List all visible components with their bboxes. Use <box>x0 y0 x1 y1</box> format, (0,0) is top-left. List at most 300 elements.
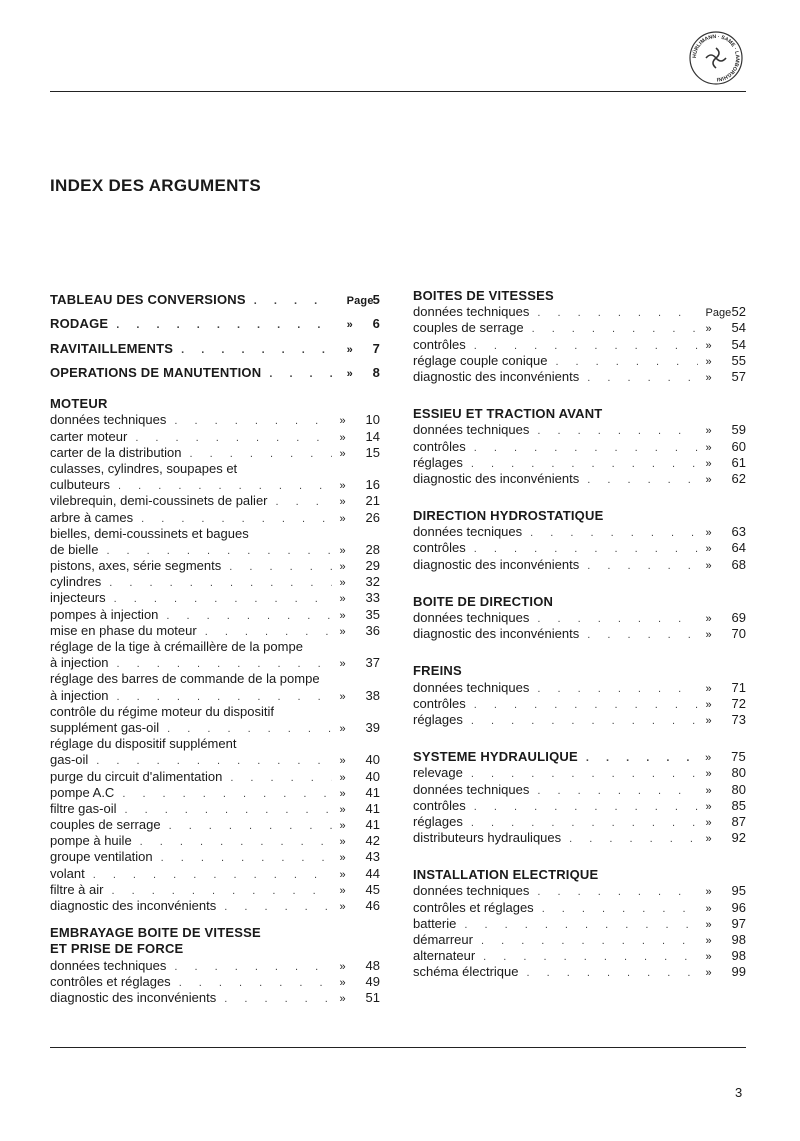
dot-leader <box>216 991 332 1007</box>
dot-leader <box>529 783 698 799</box>
page-ref <box>332 337 380 362</box>
page-prefix: » <box>705 951 712 964</box>
index-section <box>50 288 380 385</box>
page-prefix: » <box>339 690 346 703</box>
page-ref <box>698 782 746 799</box>
entry-label: réglage couple conique <box>413 352 548 368</box>
page-prefix: » <box>705 543 712 556</box>
entry-label: données techniques <box>413 610 530 625</box>
index-entry <box>50 769 380 785</box>
page-number-ref: 63 <box>731 524 746 540</box>
index-entry <box>413 830 746 846</box>
page-ref <box>332 445 380 462</box>
index-entry <box>413 524 746 540</box>
entry-label: pistons, axes, série segments <box>50 558 222 574</box>
page-prefix: » <box>346 319 353 332</box>
page-ref <box>698 353 746 370</box>
index-entry <box>50 833 380 849</box>
index-entry <box>50 866 380 882</box>
entry-label: contrôles <box>413 695 466 711</box>
dot-leader <box>182 446 332 462</box>
page-ref <box>698 626 746 643</box>
page-prefix: » <box>705 967 712 980</box>
page-ref <box>698 883 746 900</box>
section-heading: MOTEUR <box>50 396 108 412</box>
top-rule <box>50 91 746 92</box>
page-ref <box>332 882 380 899</box>
index-entry <box>413 610 746 626</box>
page-number-ref: 55 <box>731 352 746 368</box>
dot-leader <box>456 917 698 933</box>
entry-label: RAVITAILLEMENTS <box>50 340 174 356</box>
section-heading: DIRECTION HYDROSTATIQUE <box>413 508 604 524</box>
entry-label: culasses, cylindres, soupapes et <box>50 460 238 476</box>
dot-leader <box>519 965 699 981</box>
page-number-ref: 10 <box>365 412 380 428</box>
dot-leader <box>101 575 332 591</box>
bottom-rule <box>50 1047 746 1048</box>
index-section <box>413 508 746 573</box>
entry-label: pompes à injection <box>50 606 159 622</box>
page-ref <box>332 429 380 446</box>
entry-label: vilebrequin, demi-coussinets de palier <box>50 493 268 509</box>
entry-label: diagnostic des inconvénients <box>413 556 580 572</box>
page-prefix: » <box>339 803 346 816</box>
dot-leader <box>529 305 698 321</box>
page-prefix: » <box>705 339 712 352</box>
page-ref <box>332 785 380 802</box>
page-prefix: » <box>339 447 346 460</box>
entry-label: contrôles et réglages <box>50 973 171 989</box>
index-entry <box>50 736 380 752</box>
page-prefix: » <box>705 682 712 695</box>
page-ref <box>332 623 380 640</box>
entry-label: diagnostic des inconvénients <box>413 626 580 642</box>
page-number-ref: 51 <box>365 989 380 1005</box>
page-prefix: » <box>339 577 346 590</box>
index-entry <box>413 320 746 336</box>
section-heading: BOITES DE VITESSES <box>413 288 554 303</box>
dot-leader <box>578 750 698 766</box>
page-number-ref: 41 <box>365 817 380 833</box>
index-entry <box>50 429 380 445</box>
dot-leader <box>268 494 332 510</box>
index-entry <box>50 671 380 687</box>
page-prefix: » <box>339 431 346 444</box>
dot-leader <box>463 815 698 831</box>
page-number-ref: 40 <box>365 768 380 784</box>
index-entry <box>50 445 380 461</box>
entry-label: réglages <box>413 454 463 470</box>
entry-label: diagnostic des inconvénients <box>413 368 580 384</box>
page-number-ref: 73 <box>731 711 746 727</box>
page-number-ref: 98 <box>731 948 746 964</box>
index-entry <box>413 471 746 487</box>
entry-label: pompe à huile <box>50 833 132 849</box>
left-index-column <box>50 288 380 1012</box>
page-number-ref: 41 <box>365 784 380 800</box>
page-ref <box>332 361 380 386</box>
entry-label: réglages <box>413 813 463 829</box>
index-section <box>50 925 380 1006</box>
page-prefix: » <box>705 457 712 470</box>
dot-leader <box>534 901 698 917</box>
index-entry <box>50 688 380 704</box>
page-ref <box>698 422 746 439</box>
page-ref <box>698 765 746 782</box>
page-ref <box>332 542 380 559</box>
index-entry <box>50 607 380 623</box>
entry-label: couples de serrage <box>413 320 524 336</box>
entry-label: relevage <box>413 765 463 781</box>
section-heading-label: SYSTEME HYDRAULIQUE <box>413 749 578 765</box>
index-section <box>413 663 746 728</box>
page-prefix: » <box>339 992 346 1005</box>
page-ref <box>332 288 380 313</box>
dot-leader <box>529 681 698 697</box>
entry-label: bielles, demi-coussinets et bagues <box>50 525 249 541</box>
entry-label: OPERATIONS DE MANUTENTION <box>50 364 262 380</box>
page-number-ref: 5 <box>372 292 380 307</box>
index-entry <box>50 974 380 990</box>
page-ref <box>698 712 746 729</box>
page-ref <box>332 412 380 429</box>
dot-leader <box>579 558 698 574</box>
page-prefix: » <box>705 935 712 947</box>
entry-label: démarreur <box>413 932 473 947</box>
page-ref <box>332 510 380 527</box>
dot-leader <box>166 413 332 429</box>
entry-label: données techniques <box>413 679 530 695</box>
entry-label: filtre gas-oil <box>50 800 117 816</box>
page-prefix: » <box>705 784 712 797</box>
page-prefix: » <box>705 902 712 915</box>
entry-label: contrôle du régime moteur du dispositif <box>50 703 275 719</box>
page-ref <box>332 801 380 818</box>
section-heading-line2: ET PRISE DE FORCE <box>50 941 184 957</box>
entry-label: groupe ventilation <box>50 849 153 865</box>
page-prefix: » <box>339 852 346 865</box>
page-number-ref: 96 <box>731 899 746 915</box>
index-entry <box>413 557 746 573</box>
page-ref <box>332 898 380 915</box>
page-number-ref: 75 <box>731 749 746 765</box>
page-ref <box>332 493 380 510</box>
entry-label: filtre à air <box>50 881 104 897</box>
entry-label: alternateur <box>413 948 476 964</box>
dot-leader <box>173 338 332 362</box>
entry-label: réglage de la tige à crémaillère de la pompe <box>50 639 303 654</box>
page-number-ref: 85 <box>731 797 746 813</box>
page-ref <box>698 948 746 965</box>
dot-leader <box>127 430 332 446</box>
index-entry <box>413 422 746 438</box>
page-number-ref: 60 <box>731 438 746 454</box>
dot-leader <box>529 423 698 439</box>
page-ref <box>332 833 380 850</box>
page-number-ref: 37 <box>365 655 380 671</box>
index-entry <box>413 353 746 369</box>
index-entry <box>50 720 380 736</box>
index-entry <box>413 814 746 830</box>
page-number-ref: 71 <box>731 679 746 695</box>
index-entry <box>50 639 380 655</box>
index-entry <box>50 898 380 914</box>
page-ref <box>332 849 380 866</box>
page-ref <box>698 439 746 456</box>
page-prefix: » <box>705 527 712 540</box>
index-entry <box>413 883 746 899</box>
page-number-ref: 59 <box>731 422 746 438</box>
entry-label: réglages <box>413 711 463 727</box>
index-entry <box>50 312 380 336</box>
page-ref <box>698 798 746 815</box>
index-section <box>413 406 746 487</box>
entry-label: supplément gas-oil <box>50 719 160 735</box>
entry-label: diagnostic des inconvénients <box>50 898 217 913</box>
page-prefix: » <box>339 625 346 638</box>
index-entry <box>413 369 746 385</box>
page-ref <box>332 958 380 975</box>
page-prefix: » <box>339 593 346 606</box>
dot-leader <box>466 541 698 557</box>
dot-leader <box>466 799 698 815</box>
page-number-ref: 44 <box>365 865 380 881</box>
index-entry <box>413 932 746 948</box>
page-prefix: » <box>339 415 346 428</box>
page-ref <box>332 866 380 883</box>
page-ref <box>332 769 380 786</box>
page-prefix: » <box>705 371 712 384</box>
dot-leader <box>463 713 698 729</box>
dot-leader <box>158 608 332 624</box>
page-number-ref: 14 <box>365 428 380 444</box>
entry-label: données techniques <box>50 412 167 428</box>
page-number-ref: 57 <box>731 368 746 384</box>
entry-label: contrôles <box>413 438 466 454</box>
entry-label: volant <box>50 865 85 881</box>
page-number-ref: 29 <box>365 558 380 574</box>
entry-label: pompe A.C <box>50 784 115 800</box>
dot-leader <box>132 834 332 850</box>
index-entry <box>50 361 380 385</box>
entry-label: injecteurs <box>50 590 106 606</box>
index-section <box>413 288 746 385</box>
page-prefix: » <box>339 884 346 897</box>
dot-leader <box>466 338 698 354</box>
section-heading: BOITE DE DIRECTION <box>413 593 554 609</box>
entry-label: données techniques <box>413 883 530 899</box>
index-entry <box>50 882 380 898</box>
index-entry <box>50 623 380 639</box>
entry-label: purge du circuit d'alimentation <box>50 768 223 784</box>
index-entry <box>50 288 380 312</box>
page-ref <box>698 916 746 933</box>
page-number: 3 <box>735 1085 743 1100</box>
entry-label: culbuteurs <box>50 477 110 493</box>
page-number-ref: 21 <box>365 493 380 509</box>
entry-label: contrôles <box>413 336 466 352</box>
page-prefix: » <box>705 886 712 899</box>
page-ref <box>698 471 746 488</box>
entry-label: TABLEAU DES CONVERSIONS <box>50 292 246 307</box>
page-number-ref: 45 <box>365 881 380 897</box>
entry-label: données techniques <box>413 304 530 320</box>
dot-leader <box>109 689 332 705</box>
page-number-ref: 70 <box>731 626 746 642</box>
dot-leader <box>222 770 332 786</box>
entry-label: données techniques <box>413 781 530 797</box>
page-prefix: » <box>339 820 346 833</box>
dot-leader <box>547 354 698 370</box>
page-number-ref: 35 <box>365 606 380 622</box>
page-prefix: » <box>339 480 346 493</box>
index-entry <box>50 958 380 974</box>
page-number-ref: 43 <box>365 849 380 865</box>
entry-label: à injection <box>50 687 109 703</box>
page-prefix: » <box>705 714 712 727</box>
page-ref <box>698 369 746 386</box>
page-prefix: » <box>705 768 712 781</box>
index-entry <box>50 849 380 865</box>
page-number-ref: 80 <box>731 765 746 781</box>
index-entry <box>50 510 380 526</box>
entry-label: couples de serrage <box>50 817 161 833</box>
index-section <box>413 867 746 980</box>
page-number-ref: 62 <box>731 470 746 486</box>
right-index-column <box>413 288 746 987</box>
entry-label: arbre à cames <box>50 509 134 525</box>
entry-label: de bielle <box>50 541 99 557</box>
index-entry <box>413 304 746 320</box>
page-prefix: » <box>339 901 346 913</box>
page-prefix: » <box>339 658 346 671</box>
dot-leader <box>561 831 698 847</box>
page-number-ref: 32 <box>365 574 380 590</box>
page-prefix: Page <box>705 307 732 320</box>
page-prefix: » <box>705 425 712 438</box>
page-number-ref: 46 <box>365 898 380 913</box>
page-prefix: » <box>705 918 712 931</box>
page-number-ref: 8 <box>372 364 380 380</box>
section-heading: INSTALLATION ELECTRIQUE <box>413 867 599 883</box>
page-ref <box>698 610 746 627</box>
dot-leader <box>579 370 698 386</box>
page-prefix: » <box>705 698 712 711</box>
page-prefix: » <box>346 367 353 380</box>
page-prefix: » <box>705 473 712 486</box>
page-prefix: » <box>705 629 712 642</box>
page-number-ref: 64 <box>731 540 746 556</box>
page-prefix: » <box>339 544 346 557</box>
index-entry <box>50 558 380 574</box>
dot-leader <box>159 721 332 737</box>
page-number-ref: 95 <box>731 883 746 899</box>
page-ref <box>332 607 380 624</box>
page-number-ref: 38 <box>365 687 380 703</box>
page-number-ref: 68 <box>731 556 746 572</box>
index-entry <box>50 785 380 801</box>
entry-label: à injection <box>50 655 109 671</box>
page-number-ref: 36 <box>365 622 380 638</box>
page-ref <box>332 817 380 834</box>
page-number-ref: 98 <box>731 932 746 947</box>
index-entry <box>50 412 380 428</box>
dot-leader <box>579 472 698 488</box>
dot-leader <box>161 818 332 834</box>
dot-leader <box>261 362 332 386</box>
page-ref <box>332 312 380 337</box>
dot-leader <box>153 850 332 866</box>
entry-label: carter moteur <box>50 428 128 444</box>
dot-leader <box>463 456 698 472</box>
index-entry <box>413 948 746 964</box>
page-number-ref: 69 <box>731 610 746 625</box>
dot-leader <box>106 591 332 607</box>
page-number-ref: 54 <box>731 336 746 352</box>
dot-leader <box>524 321 698 337</box>
page-prefix: » <box>339 771 346 784</box>
page-prefix: » <box>705 559 712 572</box>
index-entry <box>50 590 380 606</box>
index-entry <box>50 801 380 817</box>
page-number-ref: 42 <box>365 833 380 849</box>
page-prefix: Page <box>346 295 374 307</box>
page-prefix: » <box>705 800 712 813</box>
svg-text:HÜRLIMANN · SAME · LAMBORGHINI: HÜRLIMANN · SAME · LAMBORGHINI <box>691 33 741 82</box>
page-prefix: » <box>705 441 712 454</box>
dot-leader <box>466 440 698 456</box>
page-ref <box>698 320 746 337</box>
page-ref <box>698 696 746 713</box>
page-number-ref: 54 <box>731 320 746 336</box>
dot-leader <box>529 611 698 627</box>
page-number-ref: 16 <box>365 477 380 493</box>
index-entry <box>413 455 746 471</box>
dot-leader <box>221 559 332 575</box>
page-ref <box>332 590 380 607</box>
index-entry <box>413 439 746 455</box>
entry-label: contrôles <box>413 540 466 556</box>
index-entry <box>50 337 380 361</box>
page-prefix: » <box>339 512 346 525</box>
page-prefix: » <box>339 868 346 881</box>
page-ref <box>698 680 746 697</box>
index-entry <box>50 493 380 509</box>
entry-label: données tecniques <box>413 524 523 540</box>
index-entry <box>50 542 380 558</box>
index-section <box>50 396 380 914</box>
entry-label: carter de la distribution <box>50 444 182 460</box>
index-section <box>413 594 746 643</box>
section-heading: FREINS <box>413 663 462 679</box>
index-entry <box>413 680 746 696</box>
dot-leader <box>85 867 332 883</box>
dot-leader <box>197 624 332 640</box>
page-ref <box>332 558 380 575</box>
dot-leader <box>529 884 698 900</box>
index-entry <box>50 477 380 493</box>
page-number-ref: 49 <box>365 973 380 989</box>
page-number-ref: 48 <box>365 957 380 973</box>
page-ref <box>698 749 746 766</box>
page-ref <box>698 455 746 472</box>
page-ref <box>332 974 380 991</box>
page-number-ref: 6 <box>372 316 380 332</box>
page-ref <box>698 932 746 949</box>
index-entry <box>413 696 746 712</box>
dot-leader <box>133 511 332 527</box>
